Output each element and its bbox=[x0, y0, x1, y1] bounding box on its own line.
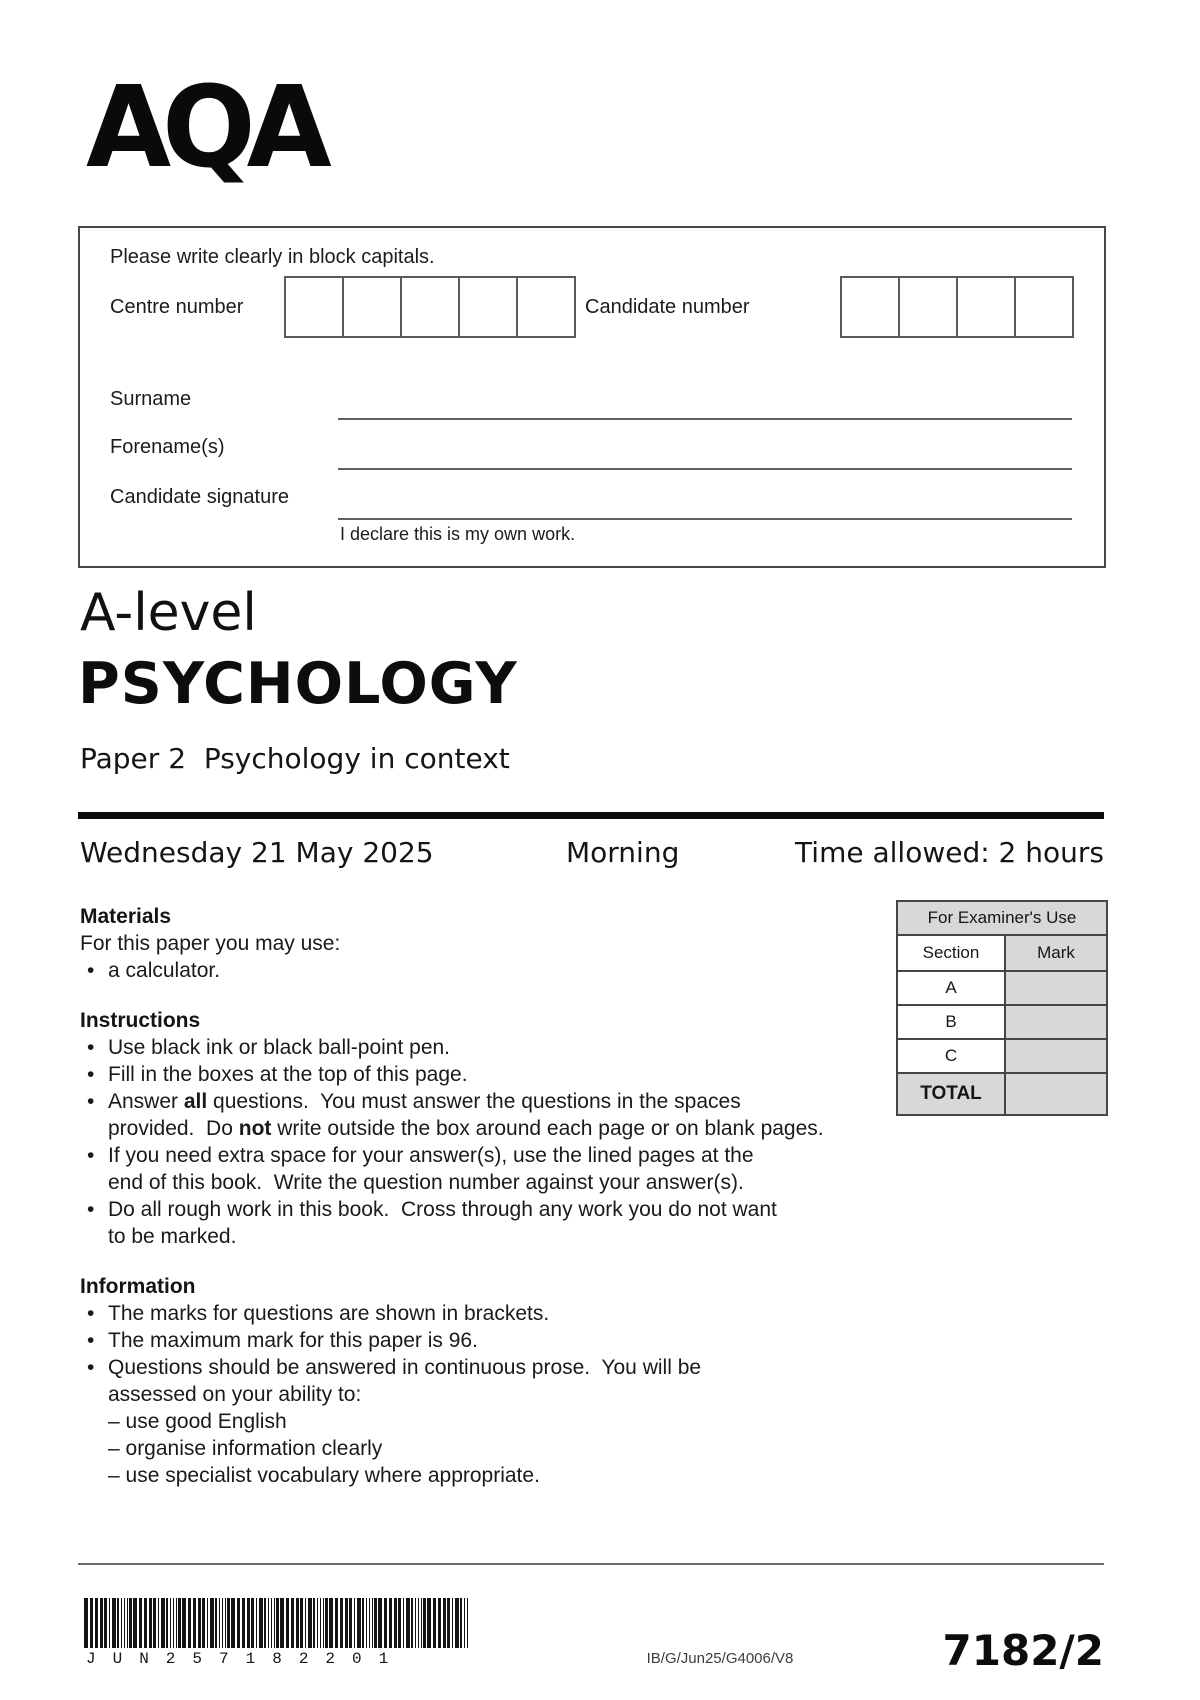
centre-number-cell[interactable] bbox=[400, 276, 460, 338]
barcode-bar bbox=[411, 1598, 413, 1648]
barcode-bar bbox=[323, 1598, 324, 1648]
barcode-bar bbox=[188, 1598, 191, 1648]
barcode-bar bbox=[95, 1598, 98, 1648]
candidate-number-boxes bbox=[840, 276, 1074, 338]
barcode-bar bbox=[193, 1598, 196, 1648]
barcode-bar bbox=[117, 1598, 119, 1648]
barcode-bar bbox=[389, 1598, 392, 1648]
candidate-number-label: Candidate number bbox=[585, 296, 750, 318]
barcode-bar bbox=[276, 1598, 279, 1648]
barcode-bar bbox=[198, 1598, 201, 1648]
footer-reference-code: IB/G/Jun25/G4006/V8 bbox=[646, 1650, 794, 1667]
barcode-bar bbox=[207, 1598, 208, 1648]
bullet-item: • If you need extra space for your answer(s), use the lined pages at the end of this book. Write the question number against your answer(s). bbox=[80, 1142, 896, 1196]
barcode-bar bbox=[455, 1598, 459, 1648]
candidate-number-cell[interactable] bbox=[898, 276, 958, 338]
mark-column-header: Mark bbox=[1005, 935, 1107, 971]
barcode-bar bbox=[256, 1598, 257, 1648]
bullet-item: • a calculator. bbox=[80, 957, 896, 984]
barcode-bar bbox=[127, 1598, 128, 1648]
instructions-list bbox=[80, 1034, 896, 1250]
barcode-bar bbox=[129, 1598, 132, 1648]
centre-number-cell[interactable] bbox=[458, 276, 518, 338]
bullet-item: • Questions should be answered in continuous prose. You will be assessed on your ability to: – use good English – organise information clearly – use specialist vocabulary where appropriate. bbox=[80, 1354, 896, 1489]
examiner-table-title: For Examiner's Use bbox=[897, 901, 1107, 935]
barcode-bar bbox=[369, 1598, 370, 1648]
barcode-bar bbox=[354, 1598, 355, 1648]
barcode-bar bbox=[418, 1598, 419, 1648]
barcode-bar bbox=[242, 1598, 245, 1648]
barcode-bar bbox=[227, 1598, 230, 1648]
declaration-note: I declare this is my own work. bbox=[340, 524, 576, 544]
barcode-bar bbox=[158, 1598, 159, 1648]
qualification-title: A-level bbox=[80, 583, 257, 643]
aqa-logo: AQA bbox=[86, 61, 323, 193]
barcode-bar bbox=[438, 1598, 441, 1648]
barcode-bar bbox=[274, 1598, 275, 1648]
barcode-bar bbox=[308, 1598, 312, 1648]
section-b-label: B bbox=[897, 1005, 1005, 1039]
barcode-bar bbox=[268, 1598, 269, 1648]
barcode-bar bbox=[349, 1598, 352, 1648]
bullet-item: • Use black ink or black ball-point pen. bbox=[80, 1034, 896, 1061]
centre-number-boxes bbox=[284, 276, 576, 338]
paper-code: 7182/2 bbox=[942, 1626, 1104, 1675]
centre-number-cell[interactable] bbox=[342, 276, 402, 338]
footer-rule bbox=[78, 1563, 1104, 1565]
barcode-bar bbox=[210, 1598, 214, 1648]
forenames-field-line[interactable] bbox=[338, 468, 1072, 470]
barcode-bar bbox=[467, 1598, 468, 1648]
materials-heading: Materials bbox=[80, 905, 172, 928]
barcode-bar bbox=[139, 1598, 142, 1648]
forenames-label: Forename(s) bbox=[110, 436, 225, 458]
barcode-bar bbox=[366, 1598, 367, 1648]
barcode-bar bbox=[124, 1598, 125, 1648]
barcode-bar bbox=[403, 1598, 404, 1648]
exam-session: Morning bbox=[566, 836, 680, 869]
bullet-item: • The marks for questions are shown in brackets. bbox=[80, 1300, 896, 1327]
barcode-bar bbox=[90, 1598, 93, 1648]
barcode-bar bbox=[202, 1598, 205, 1648]
barcode-bar bbox=[104, 1598, 107, 1648]
signature-field-line[interactable] bbox=[338, 518, 1072, 520]
barcode-bar bbox=[406, 1598, 410, 1648]
barcode-bar bbox=[300, 1598, 303, 1648]
barcode-bar bbox=[317, 1598, 318, 1648]
barcode-bar bbox=[286, 1598, 289, 1648]
barcode-bar bbox=[170, 1598, 171, 1648]
barcode-bar bbox=[421, 1598, 422, 1648]
barcode-bar bbox=[447, 1598, 450, 1648]
barcode-bar bbox=[84, 1598, 88, 1648]
candidate-number-cell[interactable] bbox=[840, 276, 900, 338]
barcode-bar bbox=[178, 1598, 181, 1648]
barcode-bar bbox=[423, 1598, 426, 1648]
surname-field-line[interactable] bbox=[338, 418, 1072, 420]
barcode-bar bbox=[237, 1598, 240, 1648]
examiner-table bbox=[896, 900, 1108, 1116]
barcode-bar bbox=[329, 1598, 333, 1648]
barcode-bar bbox=[320, 1598, 321, 1648]
barcode-bar bbox=[173, 1598, 174, 1648]
barcode-bar bbox=[247, 1598, 250, 1648]
barcode-bar bbox=[133, 1598, 137, 1648]
barcode-bar bbox=[335, 1598, 338, 1648]
barcode-bar bbox=[144, 1598, 147, 1648]
barcode-bar bbox=[384, 1598, 387, 1648]
centre-number-cell[interactable] bbox=[284, 276, 344, 338]
section-a-label: A bbox=[897, 971, 1005, 1005]
total-mark-cell[interactable] bbox=[1005, 1073, 1107, 1115]
barcode-bar bbox=[325, 1598, 328, 1648]
section-column-header: Section bbox=[897, 935, 1005, 971]
paper-subtitle: Paper 2 Psychology in context bbox=[80, 742, 510, 775]
materials-intro: For this paper you may use: bbox=[80, 932, 341, 955]
information-list bbox=[80, 1300, 896, 1489]
section-a-mark-cell[interactable] bbox=[1005, 971, 1107, 1005]
barcode-bar bbox=[394, 1598, 397, 1648]
barcode-bar bbox=[109, 1598, 110, 1648]
barcode-bar bbox=[313, 1598, 315, 1648]
barcode-text: JUN257182201 bbox=[86, 1650, 406, 1668]
barcode-bar bbox=[305, 1598, 306, 1648]
barcode-bar bbox=[433, 1598, 436, 1648]
barcode-bar bbox=[291, 1598, 294, 1648]
surname-label: Surname bbox=[110, 388, 192, 410]
barcode-bar bbox=[225, 1598, 226, 1648]
barcode-bar bbox=[345, 1598, 348, 1648]
barcode-bar bbox=[398, 1598, 401, 1648]
barcode-bar bbox=[264, 1598, 266, 1648]
subject-title: PSYCHOLOGY bbox=[78, 651, 518, 717]
bullet-item: • Fill in the boxes at the top of this page. bbox=[80, 1061, 896, 1088]
barcode-bar bbox=[231, 1598, 235, 1648]
barcode-bar bbox=[280, 1598, 284, 1648]
barcode-bar bbox=[378, 1598, 382, 1648]
section-c-mark-cell[interactable] bbox=[1005, 1039, 1107, 1073]
candidate-number-cell[interactable] bbox=[956, 276, 1016, 338]
barcode-bar bbox=[166, 1598, 168, 1648]
barcode-bar bbox=[340, 1598, 343, 1648]
barcode-bar bbox=[149, 1598, 152, 1648]
block-capitals-note: Please write clearly in block capitals. bbox=[110, 246, 435, 268]
materials-list bbox=[80, 957, 896, 984]
section-b-mark-cell[interactable] bbox=[1005, 1005, 1107, 1039]
bullet-item: • The maximum mark for this paper is 96. bbox=[80, 1327, 896, 1354]
barcode-bar bbox=[460, 1598, 462, 1648]
barcode-bar bbox=[372, 1598, 373, 1648]
barcode-bar bbox=[222, 1598, 223, 1648]
barcode-bar bbox=[219, 1598, 220, 1648]
barcode-bar bbox=[121, 1598, 122, 1648]
barcode-bar bbox=[464, 1598, 465, 1648]
barcode-bar bbox=[415, 1598, 416, 1648]
bullet-item: • Answer all questions. You must answer the questions in the spaces provided. Do not write outside the box around each page or on blank pages. bbox=[80, 1088, 896, 1142]
instructions-heading: Instructions bbox=[80, 1009, 201, 1032]
time-allowed: Time allowed: 2 hours bbox=[795, 836, 1104, 869]
barcode-bar bbox=[215, 1598, 217, 1648]
barcode-bar bbox=[100, 1598, 103, 1648]
barcode-bar bbox=[259, 1598, 263, 1648]
total-label: TOTAL bbox=[897, 1073, 1005, 1115]
barcode-bar bbox=[452, 1598, 453, 1648]
barcode-bar bbox=[161, 1598, 165, 1648]
section-c-label: C bbox=[897, 1039, 1005, 1073]
candidate-number-cell[interactable] bbox=[1014, 276, 1074, 338]
information-heading: Information bbox=[80, 1275, 196, 1298]
centre-number-label: Centre number bbox=[110, 296, 244, 318]
barcode-bar bbox=[374, 1598, 377, 1648]
signature-label: Candidate signature bbox=[110, 486, 290, 508]
barcode-bar bbox=[251, 1598, 254, 1648]
candidate-details-box bbox=[78, 226, 1106, 568]
barcode-bar bbox=[271, 1598, 272, 1648]
barcode-bar bbox=[362, 1598, 364, 1648]
barcode-bar bbox=[182, 1598, 186, 1648]
barcode-bar bbox=[427, 1598, 431, 1648]
barcode-bar bbox=[443, 1598, 446, 1648]
front-page-rubric bbox=[80, 903, 896, 1489]
barcode bbox=[84, 1598, 470, 1648]
barcode-bar bbox=[176, 1598, 177, 1648]
exam-date: Wednesday 21 May 2025 bbox=[80, 836, 434, 869]
barcode-bar bbox=[112, 1598, 116, 1648]
barcode-bar bbox=[296, 1598, 299, 1648]
bullet-item: • Do all rough work in this book. Cross through any work you do not want to be marked. bbox=[80, 1196, 896, 1250]
centre-number-cell[interactable] bbox=[516, 276, 576, 338]
barcode-bar bbox=[357, 1598, 361, 1648]
barcode-bar bbox=[153, 1598, 156, 1648]
title-rule bbox=[78, 812, 1104, 819]
